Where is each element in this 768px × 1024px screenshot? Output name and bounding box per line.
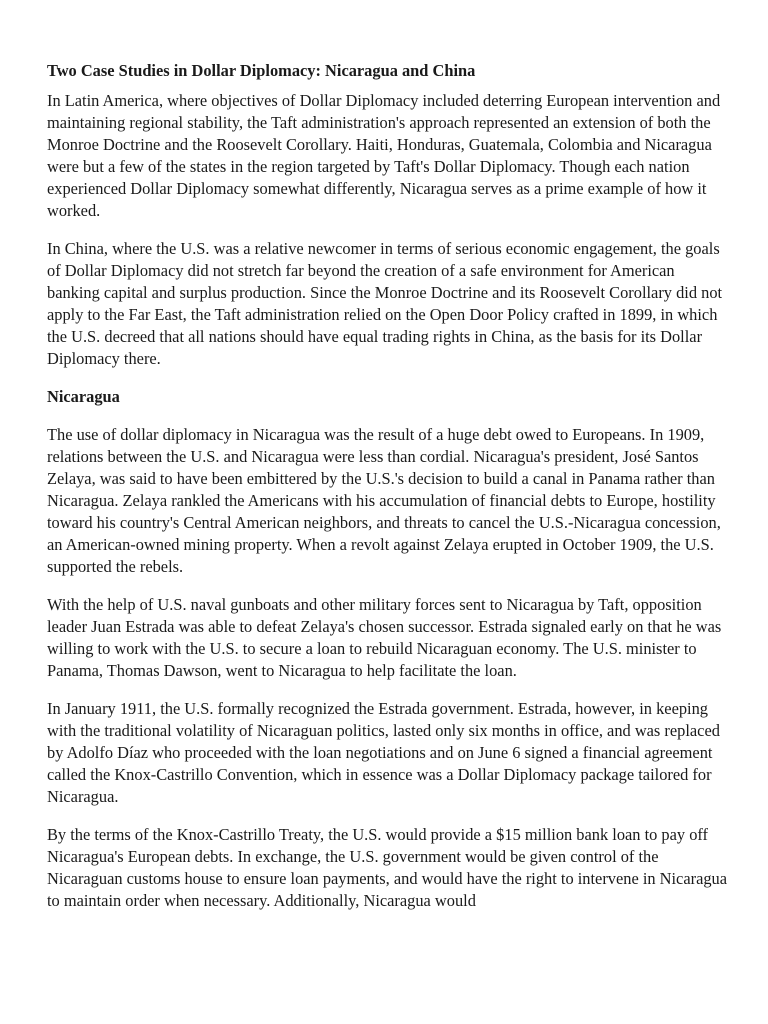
document-page <box>47 60 727 928</box>
paragraph-recognition: In January 1911, the U.S. formally recognized the Estrada government. Estrada, however, in keeping with the traditional volatility of Nicaraguan politics, lasted only six months in office, and was replaced by Adolfo Díaz who proceeded with the loan negotiations and on June 6 signed a financial agreement called the Knox-Castrillo Convention, which in essence was a Dollar Diplomacy package tailored for Nicaragua. <box>47 699 720 806</box>
paragraph-nicaragua-debt: The use of dollar diplomacy in Nicaragua was the result of a huge debt owed to Europeans. In 1909, relations between the U.S. and Nicaragua were less than cordial. Nicaragua's president, José Santos Zelaya, was said to have been embittered by the U.S.'s decision to build a canal in Panama rather than Nicaragua. Zelaya rankled the Americans with his accumulation of financial debts to Europe, hostility toward his country's Central American neighbors, and threats to cancel the U.S.-Nicaragua concession, an American-owned mining property. When a revolt against Zelaya erupted in October 1909, the U.S. supported the rebels. <box>47 425 721 576</box>
paragraph-latin-america: In Latin America, where objectives of Dollar Diplomacy included deterring European intervention and maintaining regional stability, the Taft administration's approach represented an extension of both the Monroe Doctrine and the Roosevelt Corollary. Haiti, Honduras, Guatemala, Colombia and Nicaragua were but a few of the states in the region targeted by Taft's Dollar Diplomacy. Though each nation experienced Dollar Diplomacy somewhat differently, Nicaragua serves as a prime example of how it worked. <box>47 91 721 220</box>
document-title: Two Case Studies in Dollar Diplomacy: Nicaragua and China <box>47 61 476 80</box>
section-heading-nicaragua: Nicaragua <box>47 387 120 406</box>
paragraph-knox-castrillo: By the terms of the Knox-Castrillo Treaty, the U.S. would provide a $15 million bank loan to pay off Nicaragua's European debts. In exchange, the U.S. government would be given control of the Nicaraguan customs house to ensure loan payments, and would have the right to intervene in Nicaragua to maintain order when necessary. Additionally, Nicaragua would <box>47 825 728 910</box>
paragraph-china: In China, where the U.S. was a relative newcomer in terms of serious economic engagement, the goals of Dollar Diplomacy did not stretch far beyond the creation of a safe environment for American banking capital and surplus production. Since the Monroe Doctrine and its Roosevelt Corollary did not apply to the Far East, the Taft administration relied on the Open Door Policy crafted in 1899, in which the U.S. decreed that all nations should have equal trading rights in China, as the basis for its Dollar Diplomacy there. <box>47 239 723 368</box>
paragraph-estrada: With the help of U.S. naval gunboats and other military forces sent to Nicaragua by Taft, opposition leader Juan Estrada was able to defeat Zelaya's chosen successor. Estrada signaled early on that he was willing to work with the U.S. to secure a loan to rebuild Nicaraguan economy. The U.S. minister to Panama, Thomas Dawson, went to Nicaragua to help facilitate the loan. <box>47 595 722 680</box>
